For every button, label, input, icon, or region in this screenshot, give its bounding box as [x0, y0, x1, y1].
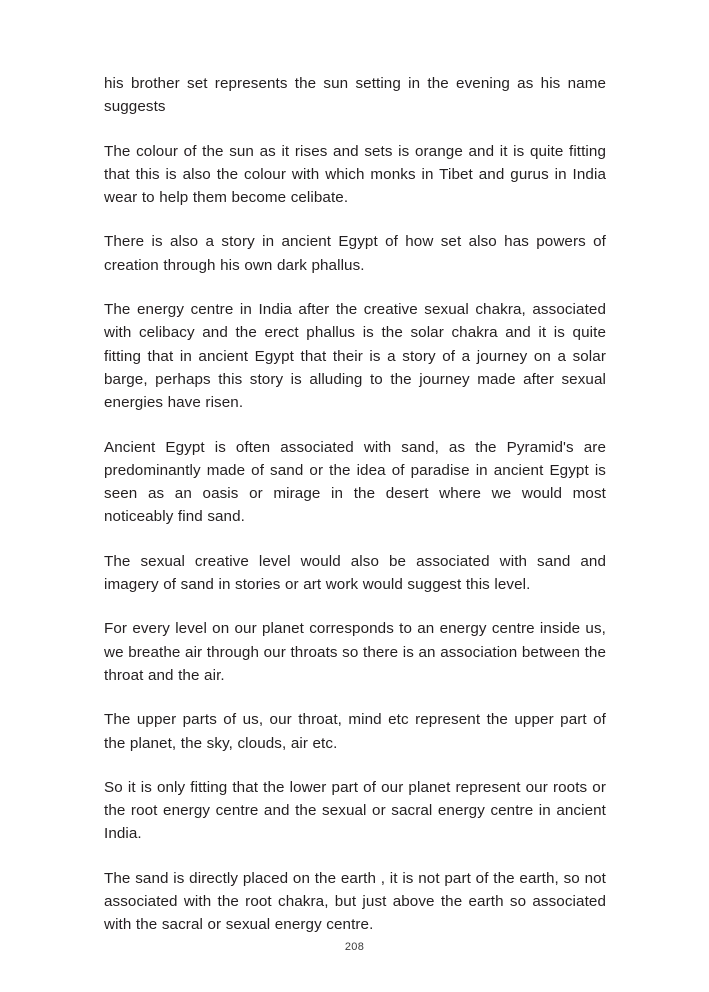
paragraph: Ancient Egypt is often associated with sand, as the Pyramid's are predominantly made of sand or the idea of paradise in ancient Egypt is seen as an oasis or mirage in the desert where we would most noticeably find sand.	[104, 438, 606, 526]
paragraph: his brother set represents the sun setting in the evening as his name suggests	[104, 75, 606, 116]
paragraph: The upper parts of us, our throat, mind etc represent the upper part of the planet, the sky, clouds, air etc.	[104, 711, 606, 752]
paragraph: For every level on our planet corresponds to an energy centre inside us, we breathe air through our throats so there is an association between the throat and the air.	[104, 620, 606, 684]
paragraph: So it is only fitting that the lower part of our planet represent our roots or the root energy centre and the sexual or sacral energy centre in ancient India.	[104, 778, 606, 843]
paragraph: The colour of the sun as it rises and sets is orange and it is quite fitting that this is also the colour with which monks in Tibet and gurus in India wear to help them become celibate.	[104, 142, 606, 207]
paragraph: The sand is directly placed on the earth , it is not part of the earth, so not associated with the root chakra, but just above the earth so associated with the sacral or sexual energy centre.	[104, 869, 606, 934]
page-number: 208	[344, 941, 365, 953]
paragraph: The energy centre in India after the creative sexual chakra, associated with celibacy and the erect phallus is the solar chakra and it is quite fitting that in ancient Egypt that their is a story of a journey on a solar barge, perhaps this story is alluding to the journey made after sexual energies have risen.	[104, 301, 606, 412]
paragraph: There is also a story in ancient Egypt of how set also has powers of creation through his own dark phallus.	[104, 233, 606, 274]
page-body	[104, 72, 606, 937]
paragraph: The sexual creative level would also be associated with sand and imagery of sand in stories or art work would suggest this level.	[104, 552, 606, 594]
